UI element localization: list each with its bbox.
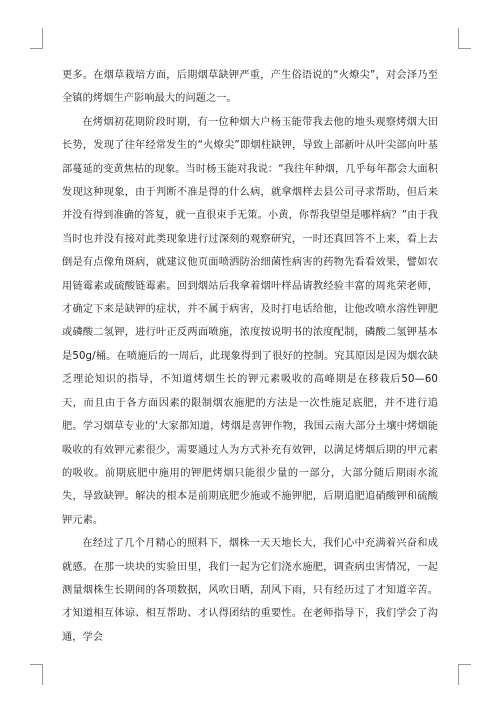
paragraph-potassium-deficiency: 在烤烟初花期阶段时期，有一位种烟大户杨玉能带我去他的地头观察烤烟大田长势，发现了往年经常发生的“火燎尖”即烟柱缺钾，导致上部新叶从叶尖部向叶基部蔓延的变黄焦枯的现象。当时杨玉能对我说：“我往年种烟，几乎每年都会大面积发现这种现象，由于判断不准是得的什么病，就拿烟样去县公司寻求帮助，但后来并没有得到准确的答复，就一直很束手无策。小黄，你帮我望望是哪样病？”由于我当时也并没有接对此类现象进行过深刻的观察研究，一时还真回答不上来，看上去倒是有点像角斑病，就建议他页面喷洒防治细菌性病害的药物先看看效果，譬如农用链霉素或硫酸链霉素。回到烟站后我拿着烟叶样品请教经验丰富的周兆荣老师，才确定下来是缺钾的症状，并不属于病害，及时打电话给他，让他改喷水溶性钾肥或磷酸二氢钾，进行叶正反两面喷施，浓度按说明书的浓度配制，磷酸二氢钾基本是50g/桶。在喷施后的一周后，此现象得到了很好的控制。究其原因是因为烟农缺乏理论知识的指导，不知道烤烟生长的钾元素吸收的高峰期是在移栽后50—60天，而且由于各方面因素的限制烟农施肥的方法是一次性施足底肥，并不进行追肥。学习烟草专业的'大家都知道，烤烟是喜钾作物，我国云南大部分土壤中烤烟能吸收的有效钾元素很少，需要通过人为方式补充有效钾，以满足烤烟后期的甲元素的吸收。前期底肥中施用的钾肥烤烟只能很少量的一部分，大部分随后期雨水流失，导致缺钾。解决的根本是前期底肥少施或不施钾肥，后期追肥追硝酸钾和硫酸钾元素。 — [62, 116, 438, 526]
paragraph-experience: 在经过了几个月精心的照料下，烟株一天天地长大，我们心中充满着兴奋和成就感。在那一块块的实验田里，我们一起为它们浇水施肥，调查病虫害情况，一起测量烟株生长期间的各项数据，风吹日晒，刮风下雨，只有经历过了才知道辛苦。才知道相互体谅、相互帮助、才认得团结的重要性。在老师指导下，我们学会了沟通，学会 — [62, 538, 438, 643]
crop-mark-top-right — [458, 28, 471, 49]
paragraph-continuation: 更多。在烟草栽培方面，后期烟草缺钾严重，产生俗语说的“火燎尖”，对会泽乃至全镇的烤烟生产影响最大的问题之一。 — [62, 70, 438, 105]
crop-mark-top-left — [30, 28, 43, 49]
crop-mark-bottom-right — [458, 664, 471, 685]
document-body — [62, 64, 438, 649]
crop-mark-bottom-left — [30, 664, 43, 685]
